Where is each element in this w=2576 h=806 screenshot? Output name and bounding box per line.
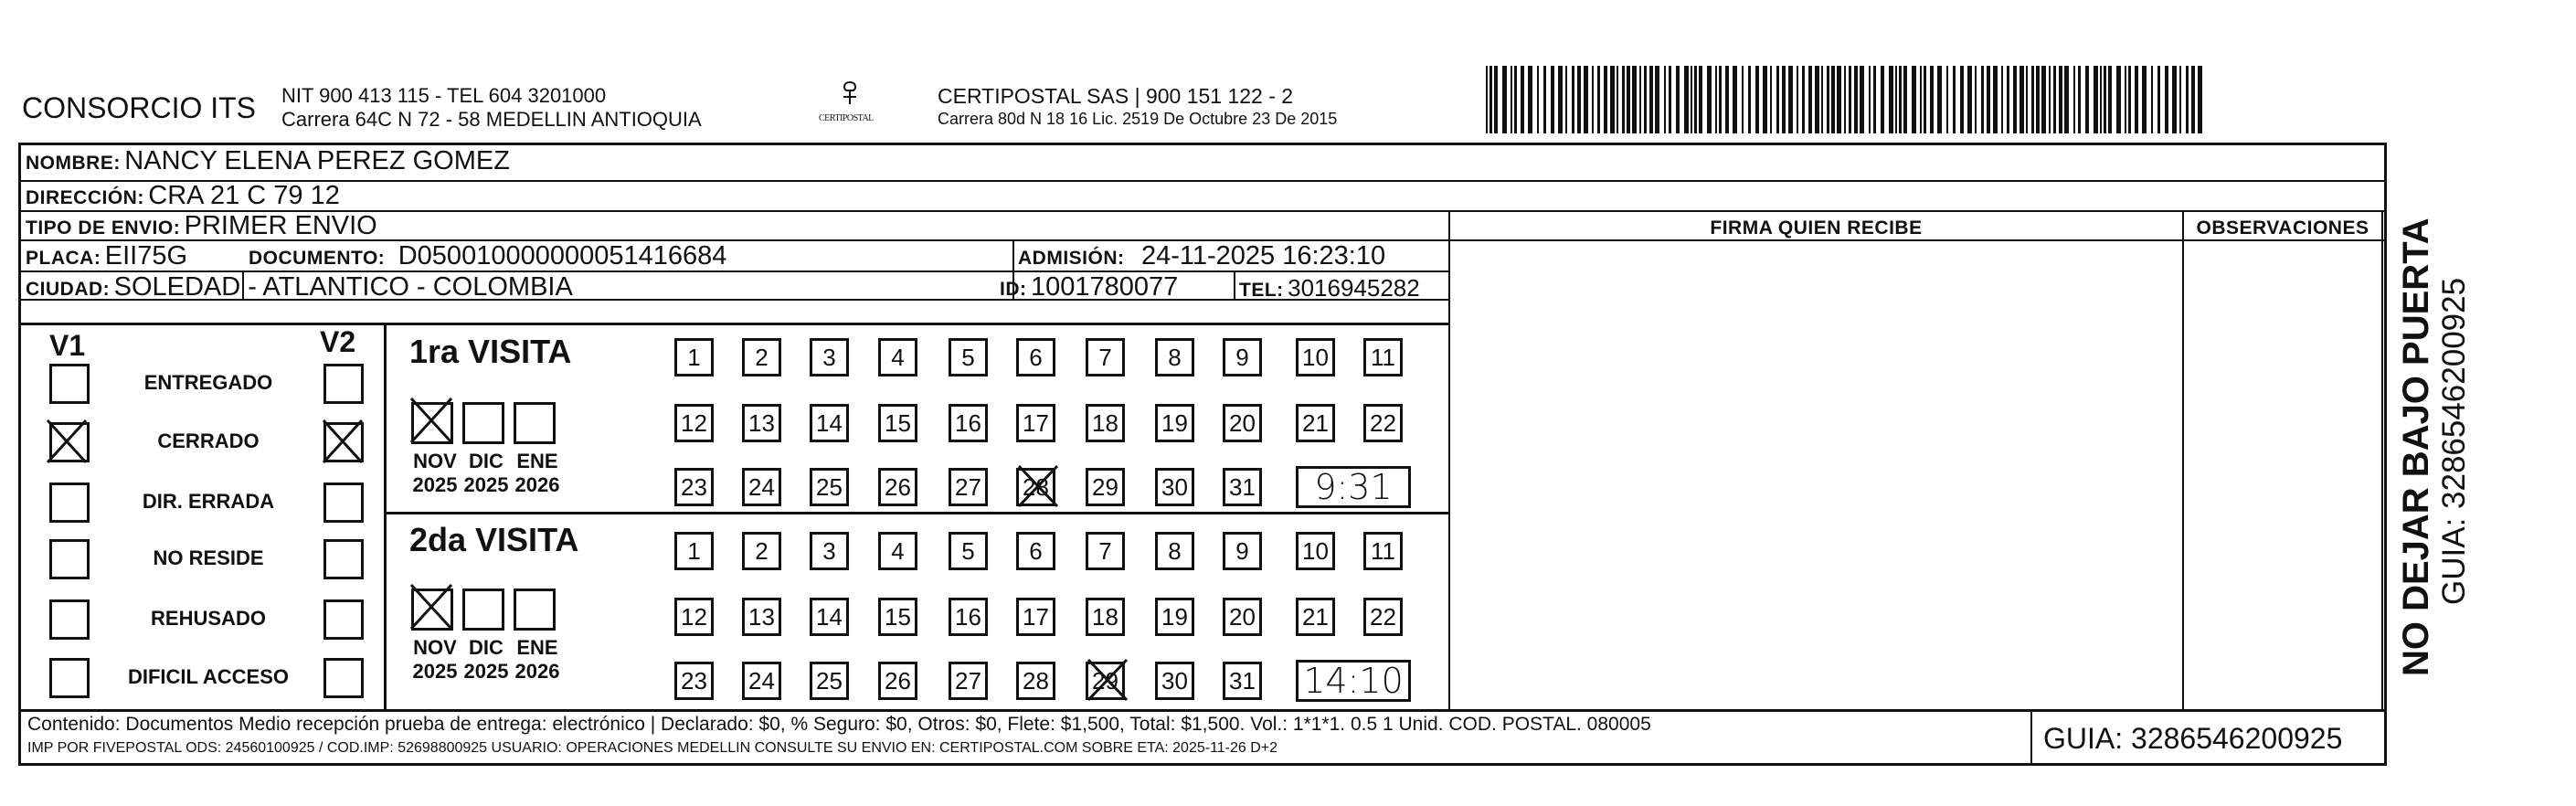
visit1-day-box[interactable]: 29 bbox=[1086, 468, 1125, 506]
barcode-bar bbox=[2165, 66, 2168, 133]
visit1-day-box[interactable]: 31 bbox=[1223, 468, 1262, 506]
placa-value: EII75G bbox=[104, 241, 188, 270]
direccion-row bbox=[26, 181, 340, 211]
visit2-day-box[interactable]: 15 bbox=[878, 598, 917, 636]
barcode-bar bbox=[2142, 66, 2147, 133]
barcode-bar bbox=[1993, 66, 1998, 133]
v2-checkbox[interactable] bbox=[323, 539, 364, 579]
visit1-day-box[interactable]: 20 bbox=[1223, 404, 1262, 442]
admision-row bbox=[1018, 241, 1385, 271]
barcode-bar bbox=[1881, 66, 1884, 133]
visit1-day-box[interactable]: 8 bbox=[1155, 338, 1194, 376]
visit1-month-label bbox=[510, 450, 565, 497]
barcode-bar bbox=[1837, 66, 1841, 133]
visit1-day-box[interactable]: 11 bbox=[1363, 338, 1403, 376]
barcode-bar bbox=[1707, 66, 1712, 133]
barcode-bar bbox=[1733, 66, 1737, 133]
v2-checkbox[interactable] bbox=[323, 658, 364, 698]
footer-line-2: IMP POR FIVEPOSTAL ODS: 24560100925 / COD.IMP: 52698800925 USUARIO: OPERACIONES MEDELLIN CONSULTE SU ENVIO EN: CERTIPOSTAL.COM SOBRE ETA: 2025-11-26 D+2 bbox=[27, 740, 1278, 756]
barcode-bar bbox=[1649, 66, 1653, 133]
visit2-day-box[interactable]: 12 bbox=[674, 598, 714, 636]
status-option-label: NO RESIDE bbox=[153, 546, 264, 569]
visit1-day-box[interactable]: 25 bbox=[810, 468, 849, 506]
visit1-day-box[interactable]: 22 bbox=[1363, 404, 1403, 442]
barcode-bar bbox=[1699, 66, 1702, 133]
barcode-bar bbox=[1815, 66, 1819, 133]
barcode-bar bbox=[2064, 66, 2069, 133]
nombre-row bbox=[26, 146, 510, 176]
barcode-bar bbox=[1592, 66, 1594, 133]
barcode-bar bbox=[1869, 66, 1871, 133]
company-address: Carrera 64C N 72 - 58 MEDELLIN ANTIOQUIA bbox=[281, 108, 702, 131]
visit2-day-box[interactable]: 6 bbox=[1016, 532, 1055, 570]
visit1-month-name: DIC bbox=[469, 450, 504, 472]
barcode-bar bbox=[1776, 66, 1779, 133]
visit2-day-box[interactable]: 30 bbox=[1155, 662, 1194, 700]
visit2-day-box[interactable]: 14 bbox=[810, 598, 849, 636]
tipo-envio-value: PRIMER ENVIO bbox=[184, 211, 377, 240]
visit2-day-mark bbox=[1087, 658, 1129, 702]
side-warning: NO DEJAR BAJO PUERTA bbox=[2396, 217, 2436, 676]
visit2-month-label bbox=[459, 636, 514, 684]
firma-header: FIRMA QUIEN RECIBE bbox=[1710, 217, 1923, 239]
barcode-bar bbox=[1860, 66, 1864, 133]
v1-checkbox[interactable] bbox=[49, 658, 90, 698]
visit2-day-box[interactable]: 25 bbox=[810, 662, 849, 700]
visit2-month-name: DIC bbox=[469, 636, 504, 659]
tel-label: TEL: bbox=[1239, 280, 1284, 301]
barcode-bar bbox=[2100, 66, 2102, 133]
barcode-bar bbox=[1937, 66, 1942, 133]
visit1-day-box[interactable]: 10 bbox=[1296, 338, 1335, 376]
visit2-day-box[interactable]: 13 bbox=[742, 598, 781, 636]
barcode-bar bbox=[2151, 66, 2153, 133]
visit1-day-box[interactable]: 9 bbox=[1223, 338, 1262, 376]
barcode-bar bbox=[2094, 66, 2098, 133]
barcode-bar bbox=[1827, 66, 1829, 133]
barcode-bar bbox=[1903, 66, 1907, 133]
visit2-day-box[interactable]: 31 bbox=[1223, 662, 1262, 700]
visit1-month-year: 2025 bbox=[412, 473, 458, 496]
visit1-day-box[interactable]: 19 bbox=[1155, 404, 1194, 442]
barcode-bar bbox=[2128, 66, 2131, 133]
barcode-bar bbox=[1946, 66, 1948, 133]
barcode-bar bbox=[1551, 66, 1554, 133]
ciudad-row bbox=[26, 272, 573, 302]
visit1-month-name: NOV bbox=[413, 450, 457, 472]
barcode-bar bbox=[1486, 66, 1488, 133]
barcode-bar bbox=[1622, 66, 1625, 133]
barcode-bar bbox=[2116, 66, 2121, 133]
visit1-day-box[interactable]: 14 bbox=[810, 404, 849, 442]
barcode-bar bbox=[1981, 66, 1984, 133]
barcode-bar bbox=[1632, 66, 1637, 133]
barcode-bar bbox=[2013, 66, 2017, 133]
visit2-day-box[interactable]: 4 bbox=[878, 532, 917, 570]
visit2-day-box[interactable]: 7 bbox=[1086, 532, 1125, 570]
barcode-bar bbox=[1895, 66, 1897, 133]
barcode-bar bbox=[1597, 66, 1600, 133]
observaciones-header: OBSERVACIONES bbox=[2196, 217, 2369, 239]
v1-checkbox[interactable] bbox=[49, 483, 90, 523]
barcode-bar bbox=[1844, 66, 1846, 133]
visit1-day-box[interactable]: 24 bbox=[742, 468, 781, 506]
status-option-label: REHUSADO bbox=[151, 607, 266, 630]
id-row bbox=[1000, 272, 1178, 302]
barcode-bar bbox=[1899, 66, 1902, 133]
visit2-day-box[interactable]: 20 bbox=[1223, 598, 1262, 636]
observaciones-area[interactable] bbox=[2186, 243, 2380, 707]
visit2-day-box[interactable]: 11 bbox=[1363, 532, 1403, 570]
barcode-bar bbox=[1763, 66, 1767, 133]
v1-label: V1 bbox=[49, 329, 86, 362]
barcode-bar bbox=[2059, 66, 2062, 133]
barcode-bar bbox=[1691, 66, 1692, 133]
visit1-title: 1ra VISITA bbox=[409, 333, 572, 370]
visit1-day-box[interactable]: 21 bbox=[1296, 404, 1335, 442]
barcode-bar bbox=[1960, 66, 1964, 133]
barcode-bar bbox=[1802, 66, 1805, 133]
documento-row bbox=[249, 241, 726, 271]
barcode-bar bbox=[1610, 66, 1615, 133]
barcode-bar bbox=[1930, 66, 1934, 133]
barcode-bar bbox=[1543, 66, 1546, 133]
barcode-bar bbox=[2036, 66, 2040, 133]
barcode-bar bbox=[1755, 66, 1759, 133]
visit2-month-checkbox[interactable] bbox=[462, 589, 504, 631]
barcode-bar bbox=[1967, 66, 1972, 133]
visit1-day-box[interactable]: 1 bbox=[674, 338, 714, 376]
admision-value: 24-11-2025 16:23:10 bbox=[1140, 241, 1386, 270]
barcode-bar bbox=[1808, 66, 1812, 133]
visit2-day-box[interactable]: 9 bbox=[1223, 532, 1262, 570]
barcode-bar bbox=[1684, 66, 1689, 133]
visit1-day-box[interactable]: 4 bbox=[878, 338, 917, 376]
visit2-month-name: NOV bbox=[413, 636, 457, 659]
certipostal-logo-text: CERTIPOSTAL bbox=[819, 113, 874, 123]
direccion-label: DIRECCIÓN: bbox=[26, 187, 144, 208]
id-value: 1001780077 bbox=[1030, 272, 1179, 302]
visit2-day-box[interactable]: 16 bbox=[949, 598, 988, 636]
barcode-bar bbox=[1849, 66, 1851, 133]
barcode-bar bbox=[1676, 66, 1680, 133]
barcode-bar bbox=[1924, 66, 1926, 133]
visit1-day-box[interactable]: 6 bbox=[1016, 338, 1055, 376]
barcode-bar bbox=[1854, 66, 1858, 133]
visit1-day-box[interactable]: 16 bbox=[949, 404, 988, 442]
status-option-label: ENTREGADO bbox=[143, 371, 273, 394]
barcode-bar bbox=[1669, 66, 1671, 133]
barcode-bar bbox=[2179, 66, 2181, 133]
barcode-bar bbox=[1953, 66, 1956, 133]
company-nit: NIT 900 413 115 - TEL 604 3201000 bbox=[281, 84, 607, 107]
company-name: CONSORCIO ITS bbox=[22, 91, 257, 124]
visit1-day-box[interactable]: 5 bbox=[949, 338, 988, 376]
visit1-day-box[interactable]: 3 bbox=[810, 338, 849, 376]
barcode-bar bbox=[1489, 66, 1492, 133]
barcode-bar bbox=[1572, 66, 1574, 133]
visit2-day-box[interactable]: 28 bbox=[1016, 662, 1055, 700]
nombre-value: NANCY ELENA PEREZ GOMEZ bbox=[124, 146, 510, 175]
barcode-bar bbox=[1782, 66, 1786, 133]
barcode-bar bbox=[1797, 66, 1798, 133]
visit1-month-label bbox=[408, 450, 462, 497]
barcode-bar bbox=[1565, 66, 1567, 133]
documento-label: DOCUMENTO: bbox=[249, 248, 386, 269]
barcode-bar bbox=[2125, 66, 2126, 133]
visit2-day-box[interactable]: 23 bbox=[674, 662, 714, 700]
barcode-bar bbox=[2157, 66, 2160, 133]
visit2-month-year: 2025 bbox=[412, 660, 458, 683]
placa-label: PLACA: bbox=[26, 248, 101, 269]
barcode-bar bbox=[2041, 66, 2046, 133]
visit1-day-box[interactable]: 26 bbox=[878, 468, 917, 506]
visit1-day-box[interactable]: 7 bbox=[1086, 338, 1125, 376]
v2-label: V2 bbox=[320, 325, 356, 358]
visit1-day-mark bbox=[1017, 464, 1059, 508]
barcode-bar bbox=[1694, 66, 1697, 133]
admision-label: ADMISIÓN: bbox=[1018, 248, 1125, 269]
barcode-bar bbox=[2073, 66, 2075, 133]
cert-name: CERTIPOSTAL SAS | 900 151 122 - 2 bbox=[938, 84, 1294, 108]
barcode bbox=[1486, 66, 2208, 133]
barcode-bar bbox=[2186, 66, 2189, 133]
barcode-bar bbox=[1725, 66, 1729, 133]
barcode-bar bbox=[2026, 66, 2028, 133]
barcode-bar bbox=[2007, 66, 2009, 133]
barcode-bar bbox=[2049, 66, 2051, 133]
visit2-day-box[interactable]: 19 bbox=[1155, 598, 1194, 636]
documento-value: D050010000000051416684 bbox=[398, 241, 727, 270]
barcode-bar bbox=[1617, 66, 1618, 133]
tel-row bbox=[1239, 274, 1420, 302]
status-option-label: DIR. ERRADA bbox=[142, 490, 275, 513]
barcode-bar bbox=[1494, 66, 1498, 133]
visit1-time-box: 9:31 bbox=[1296, 466, 1411, 508]
barcode-bar bbox=[1528, 66, 1532, 133]
barcode-bar bbox=[1873, 66, 1876, 133]
barcode-bar bbox=[1514, 66, 1517, 133]
visit1-month-checkbox[interactable] bbox=[462, 402, 504, 444]
visit2-day-box[interactable]: 2 bbox=[742, 532, 781, 570]
barcode-bar bbox=[1655, 66, 1659, 133]
tipo-envio-row bbox=[26, 211, 377, 241]
side-guia: GUIA: 3286546200925 bbox=[2436, 277, 2472, 605]
visit2-day-box[interactable]: 24 bbox=[742, 662, 781, 700]
visit2-day-box[interactable]: 22 bbox=[1363, 598, 1403, 636]
visit2-day-box[interactable]: 21 bbox=[1296, 598, 1335, 636]
visit2-time-box: 14:10 bbox=[1296, 660, 1411, 702]
visit1-month-name: ENE bbox=[516, 450, 558, 472]
visit2-month-name: ENE bbox=[516, 636, 558, 659]
barcode-bar bbox=[1577, 66, 1581, 133]
v2-checkbox[interactable] bbox=[323, 364, 364, 404]
barcode-bar bbox=[1987, 66, 1990, 133]
visit2-day-box[interactable]: 29 bbox=[1086, 662, 1125, 700]
visit2-month-year: 2025 bbox=[463, 660, 509, 683]
visit2-day-box[interactable]: 3 bbox=[810, 532, 849, 570]
placa-row bbox=[26, 241, 187, 271]
v2-checkbox[interactable] bbox=[323, 483, 364, 523]
visit2-day-box[interactable]: 18 bbox=[1086, 598, 1125, 636]
tipo-envio-label: TIPO DE ENVIO: bbox=[26, 217, 181, 239]
barcode-bar bbox=[1920, 66, 1922, 133]
visit2-day-box[interactable]: 27 bbox=[949, 662, 988, 700]
visit2-title: 2da VISITA bbox=[409, 521, 579, 558]
barcode-bar bbox=[1975, 66, 1977, 133]
visit1-day-box[interactable]: 30 bbox=[1155, 468, 1194, 506]
barcode-bar bbox=[1502, 66, 1507, 133]
barcode-bar bbox=[2053, 66, 2056, 133]
visit2-month-label bbox=[510, 636, 565, 684]
visit1-month-checkbox[interactable] bbox=[514, 402, 556, 444]
barcode-bar bbox=[1770, 66, 1772, 133]
visit1-day-box[interactable]: 2 bbox=[742, 338, 781, 376]
barcode-bar bbox=[1821, 66, 1823, 133]
barcode-bar bbox=[2019, 66, 2024, 133]
visit2-day-box[interactable]: 5 bbox=[949, 532, 988, 570]
barcode-bar bbox=[1742, 66, 1744, 133]
status-option-label: DIFICIL ACCESO bbox=[127, 665, 289, 688]
v1-checkbox[interactable] bbox=[49, 599, 90, 640]
ciudad-value: SOLEDAD - ATLANTICO - COLOMBIA bbox=[113, 272, 573, 302]
barcode-bar bbox=[1889, 66, 1893, 133]
barcode-bar bbox=[2135, 66, 2138, 133]
visit1-month-year: 2026 bbox=[514, 473, 560, 496]
barcode-bar bbox=[1639, 66, 1641, 133]
barcode-bar bbox=[2085, 66, 2089, 133]
barcode-bar bbox=[1584, 66, 1588, 133]
status-option-label: CERRADO bbox=[157, 430, 260, 452]
visit2-month-checkbox[interactable] bbox=[514, 589, 556, 631]
visit1-day-box[interactable]: 27 bbox=[949, 468, 988, 506]
visit2-month-label bbox=[408, 636, 462, 684]
barcode-bar bbox=[2191, 66, 2195, 133]
barcode-bar bbox=[1627, 66, 1630, 133]
barcode-bar bbox=[1912, 66, 1916, 133]
barcode-bar bbox=[1644, 66, 1647, 133]
nombre-label: NOMBRE: bbox=[26, 153, 121, 174]
barcode-bar bbox=[2031, 66, 2034, 133]
barcode-bar bbox=[2104, 66, 2106, 133]
visit2-day-box[interactable]: 17 bbox=[1016, 598, 1055, 636]
visit1-month-label bbox=[459, 450, 514, 497]
barcode-bar bbox=[1664, 66, 1666, 133]
barcode-bar bbox=[1604, 66, 1607, 133]
v1-check-mark bbox=[46, 419, 88, 464]
barcode-bar bbox=[1558, 66, 1563, 133]
barcode-bar bbox=[1511, 66, 1512, 133]
barcode-bar bbox=[1715, 66, 1717, 133]
footer-line-1: Contenido: Documentos Medio recepción prueba de entrega: electrónico | Declarado: $0, % Seguro: $0, Otros: $0, Flete: $1,500, Total: $1,500. Vol.: 1*1*1. 0.5 1 Unid. COD. POSTAL. 080005 bbox=[27, 714, 1651, 735]
barcode-bar bbox=[2001, 66, 2003, 133]
v1-checkbox[interactable] bbox=[49, 364, 90, 404]
visit1-month-year: 2025 bbox=[463, 473, 509, 496]
ciudad-label: CIUDAD: bbox=[26, 279, 111, 300]
barcode-bar bbox=[2198, 66, 2202, 133]
v2-checkbox[interactable] bbox=[323, 599, 364, 640]
visit2-day-box[interactable]: 8 bbox=[1155, 532, 1194, 570]
barcode-bar bbox=[1719, 66, 1722, 133]
visit1-day-box[interactable]: 18 bbox=[1086, 404, 1125, 442]
visit1-day-box[interactable]: 15 bbox=[878, 404, 917, 442]
barcode-bar bbox=[2078, 66, 2081, 133]
signature-area[interactable] bbox=[1453, 243, 2180, 707]
barcode-bar bbox=[1748, 66, 1751, 133]
visit2-day-box[interactable]: 10 bbox=[1296, 532, 1335, 570]
barcode-bar bbox=[1537, 66, 1539, 133]
visit1-day-box[interactable]: 17 bbox=[1016, 404, 1055, 442]
direccion-value: CRA 21 C 79 12 bbox=[148, 181, 340, 210]
visit1-day-box[interactable]: 13 bbox=[742, 404, 781, 442]
visit1-day-box[interactable]: 23 bbox=[674, 468, 714, 506]
footer-guia: GUIA: 3286546200925 bbox=[2043, 722, 2343, 755]
visit1-month-check-mark bbox=[409, 397, 453, 444]
visit1-day-box[interactable]: 28 bbox=[1016, 468, 1055, 506]
barcode-bar bbox=[1521, 66, 1524, 133]
certipostal-logo bbox=[813, 77, 886, 132]
cert-address: Carrera 80d N 18 16 Lic. 2519 De Octubre 23 De 2015 bbox=[938, 110, 1338, 128]
barcode-bar bbox=[2172, 66, 2177, 133]
barcode-bar bbox=[1788, 66, 1793, 133]
visit2-day-box[interactable]: 1 bbox=[674, 532, 714, 570]
visit2-month-year: 2026 bbox=[514, 660, 560, 683]
visit1-day-box[interactable]: 12 bbox=[674, 404, 714, 442]
barcode-bar bbox=[2108, 66, 2112, 133]
visit2-day-box[interactable]: 26 bbox=[878, 662, 917, 700]
barcode-bar bbox=[1831, 66, 1835, 133]
v2-check-mark bbox=[322, 419, 364, 464]
tel-value: 3016945282 bbox=[1288, 274, 1420, 302]
visit2-month-check-mark bbox=[409, 583, 453, 631]
v1-checkbox[interactable] bbox=[49, 539, 90, 579]
id-label: ID: bbox=[1000, 279, 1027, 300]
